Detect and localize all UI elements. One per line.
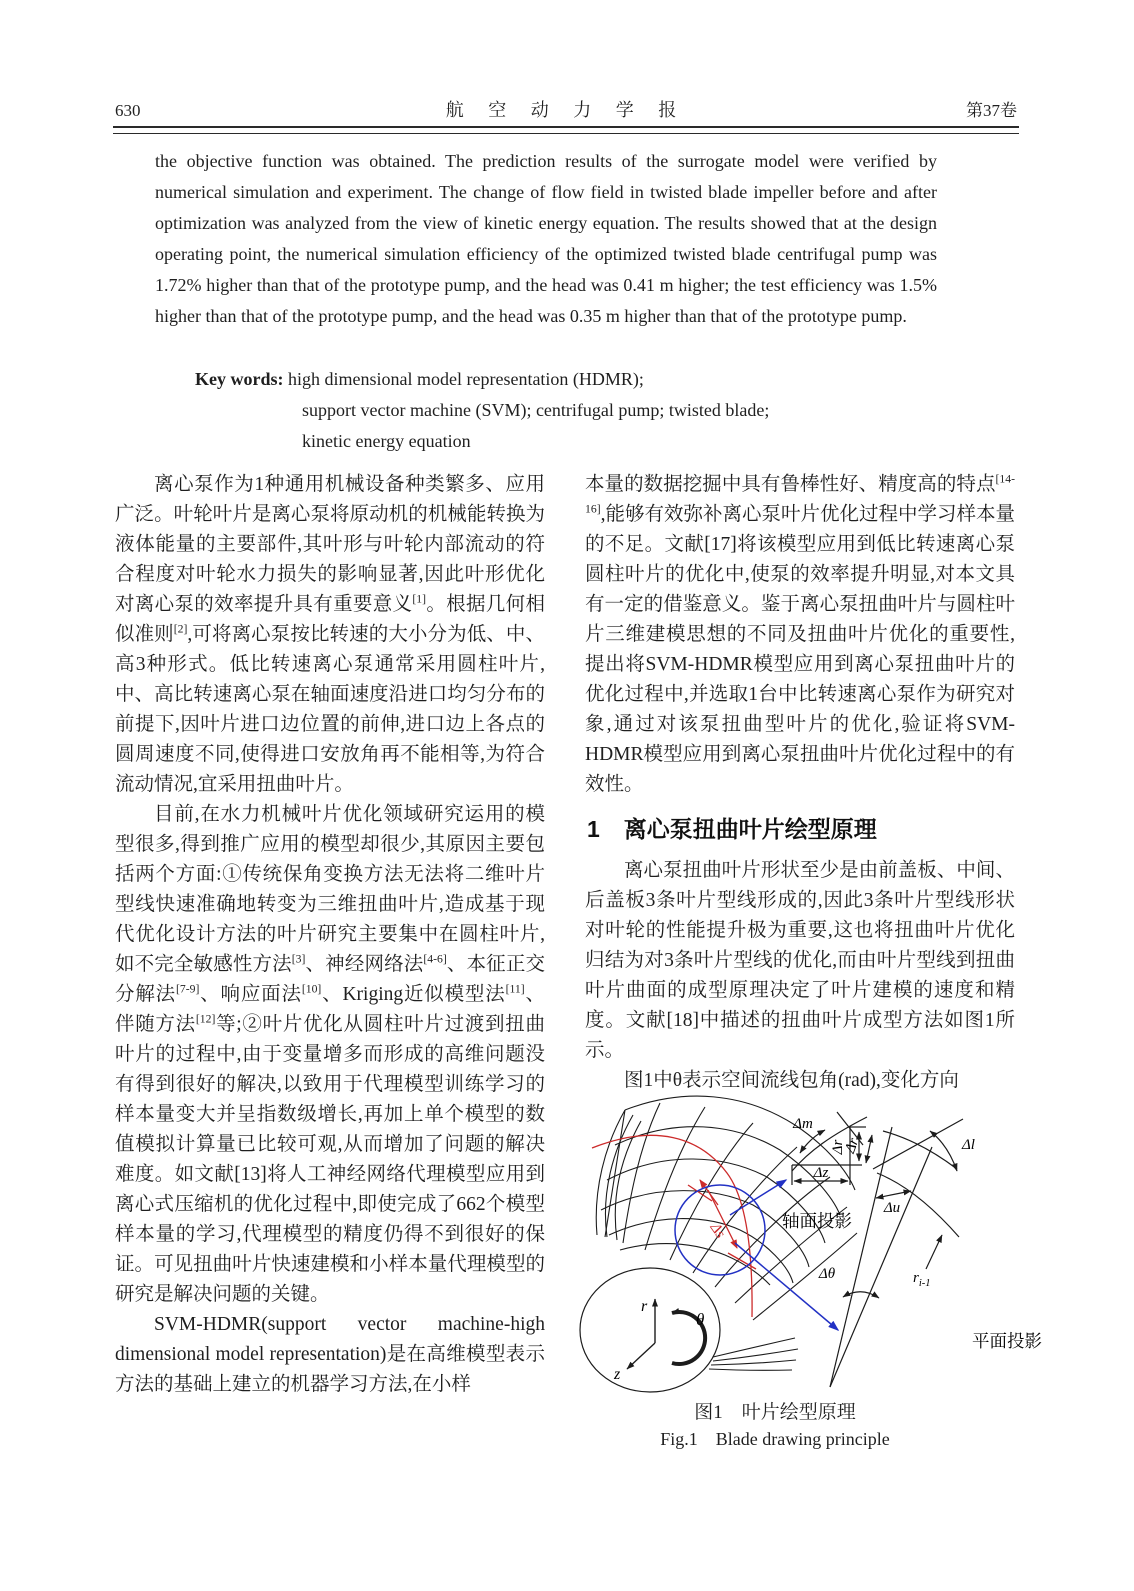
- delta-s-label: Δs: [706, 1220, 729, 1242]
- left-paragraph-3: SVM-HDMR(support vector machine-high dimensional model representation)是在高维模型表示方法的基础上建立的机器学习方法,在小样: [115, 1314, 545, 1395]
- delta-s-arrow: [708, 1190, 737, 1248]
- left-paragraph-2: 目前,在水力机械叶片优化领域研究运用的模型很多,得到推广应用的模型却很少,其原因主要包括两个方面:①传统保角变换方法无法将二维叶片型线快速准确地转变为三维扭曲叶片,造成基于现代优化设计方法的叶片研究主要集中在圆柱叶片,如不完全敏感性方法[3]、神经网络法[4-6]、本征正交分解法[7-9]、响应面法[10]、Kriging近似模型法[11]、伴随方法[12]等;②叶片优化从圆柱叶片过渡到扭曲叶片的过程中,由于变量增多而形成的高维问题没有得到很好的解决,以致用于代理模型训练学习的样本量变大并呈指数级增长,再加上单个模型的数值模拟计算量已比较可观,从而增加了问题的解决难度。如文献[13]将人工神经网络代理模型应用到离心式压缩机的优化过程中,即使完成了662个模型样本量的学习,代理模型的精度仍得不到很好的保证。可见扭曲叶片快速建模和小样本量代理模型的研究是解决问题的关键。: [115, 804, 545, 1305]
- figure-caption: [570, 1400, 980, 1452]
- left-paragraph-1: 离心泵作为1种通用机械设备种类繁多、应用广泛。叶轮叶片是离心泵将原动机的机械能转换为液体能量的主要部件,其叶形与叶轮内部流动的符合程度对叶轮水力损失的影响显著,因此叶形优化对离心泵的效率提升具有重要意义[1]。根据几何相似准则[2],可将离心泵按比转速的大小分为低、中、高3种形式。低比转速离心泵通常采用圆柱叶片,中、高比转速离心泵在轴面速度沿进口均匀分布的前提下,因叶片进口边位置的前伸,进口边上各点的圆周速度不同,使得进口安放角再不能相等,为符合流动情况,宜采用扭曲叶片。: [115, 474, 545, 795]
- r-prev-arrow: [926, 1235, 942, 1269]
- axial-projection-label: 轴面投影: [782, 1211, 852, 1231]
- axis-z-label: z: [614, 1366, 621, 1383]
- hub-ellipse: [580, 1268, 720, 1392]
- right-paragraph-3: 图1中θ表示空间流线包角(rad),变化方向: [624, 1070, 959, 1091]
- delta-r-plane-dim-arrow: [866, 1135, 872, 1163]
- r-prev-label: $r_{i-1}$: [913, 1270, 931, 1289]
- delta-theta-dim-arrow: [843, 1292, 879, 1298]
- leader-arrow-axial: [730, 1180, 786, 1215]
- keywords-line-3: kinetic energy equation: [302, 431, 471, 451]
- delta-l-dim-arrow: [930, 1131, 957, 1171]
- right-paragraph-1: 本量的数据挖掘中具有鲁棒性好、精度高的特点[14-16],能够有效弥补离心泵叶片优化过程中学习样本量的不足。文献[17]将该模型应用到低比转速离心泵圆柱叶片的优化中,使泵的效率提升明显,对本文具有一定的借鉴意义。鉴于离心泵扭曲叶片与圆柱叶片三维建模思想的不同及扭曲叶片优化的重要性,提出将SVM-HDMR模型应用到离心泵扭曲叶片的优化过程中,并选取1台中比转速离心泵作为研究对象,通过对该泵扭曲型叶片的优化,验证将SVM-HDMR模型应用到离心泵扭曲叶片优化过程中的有效性。: [585, 472, 1015, 795]
- delta-m-label: Δm: [793, 1116, 813, 1132]
- keywords-line-2: support vector machine (SVM); centrifugal pump; twisted blade;: [302, 400, 770, 420]
- page-header: [115, 96, 1017, 122]
- right-column: [585, 470, 1015, 1096]
- delta-z-label: Δz: [813, 1165, 829, 1181]
- section-number: 1: [587, 816, 600, 842]
- right-paragraph-2: 离心泵扭曲叶片形状至少是由前盖板、中间、后盖板3条叶片型线形成的,因此3条叶片型线形状对叶轮的性能提升极为重要,这也将扭曲叶片优化归结为对3条叶片型线的优化,而由叶片型线到扭曲叶片曲面的成型原理决定了叶片建模的速度和精度。文献[18]中描述的扭曲叶片成型方法如图1所示。: [585, 860, 1015, 1061]
- journal-title: 航 空 动 力 学 报: [445, 100, 687, 120]
- figure-caption-zh: 图1 叶片绘型原理: [694, 1402, 856, 1423]
- delta-l-label: Δl: [962, 1137, 975, 1153]
- page-number: 630: [115, 101, 141, 120]
- delta-r-axial-label: Δr: [830, 1139, 846, 1155]
- keywords-text-1: high dimensional model representation (HDMR);: [288, 369, 644, 389]
- keywords-line-1: [195, 364, 955, 395]
- delta-m-dim-arrow: [800, 1130, 825, 1153]
- figure-caption-en: Fig.1 Blade drawing principle: [660, 1429, 890, 1449]
- axis-r-label: r: [641, 1298, 648, 1315]
- volume-label: 第37卷: [966, 101, 1017, 120]
- figure-blade-drawing: [570, 1085, 1060, 1395]
- section-title: 离心泵扭曲叶片绘型原理: [623, 816, 877, 842]
- delta-r-plane-label: Δr: [842, 1136, 863, 1156]
- left-column: [115, 470, 545, 1400]
- delta-u-dim-arrow: [876, 1191, 911, 1198]
- plane-projection-label: 平面投影: [972, 1331, 1042, 1351]
- keywords-block: [195, 364, 955, 457]
- abstract-english: the objective function was obtained. The prediction results of the surrogate model were verified by numerical simulation and experiment. The change of flow field in twisted blade impeller before and after optimization was analyzed from the view of kinetic energy equation. The results showed that at the design operating point, the numerical simulation efficiency of the optimized twisted blade centrifugal pump was 1.72% higher than that of the prototype pump, and the head was 0.41 m higher; the test efficiency was 1.5% higher than that of the prototype pump, and the head was 0.35 m higher than that of the prototype pump.: [155, 151, 937, 326]
- delta-u-label: Δu: [883, 1200, 901, 1216]
- header-double-rule: [113, 126, 1019, 134]
- theta-label: θ: [696, 1310, 705, 1329]
- keywords-label: Key words:: [195, 369, 284, 389]
- blade-trailing-edge-lines: [709, 1338, 798, 1370]
- section-heading: [585, 814, 1015, 844]
- delta-theta-label: Δθ: [818, 1266, 836, 1282]
